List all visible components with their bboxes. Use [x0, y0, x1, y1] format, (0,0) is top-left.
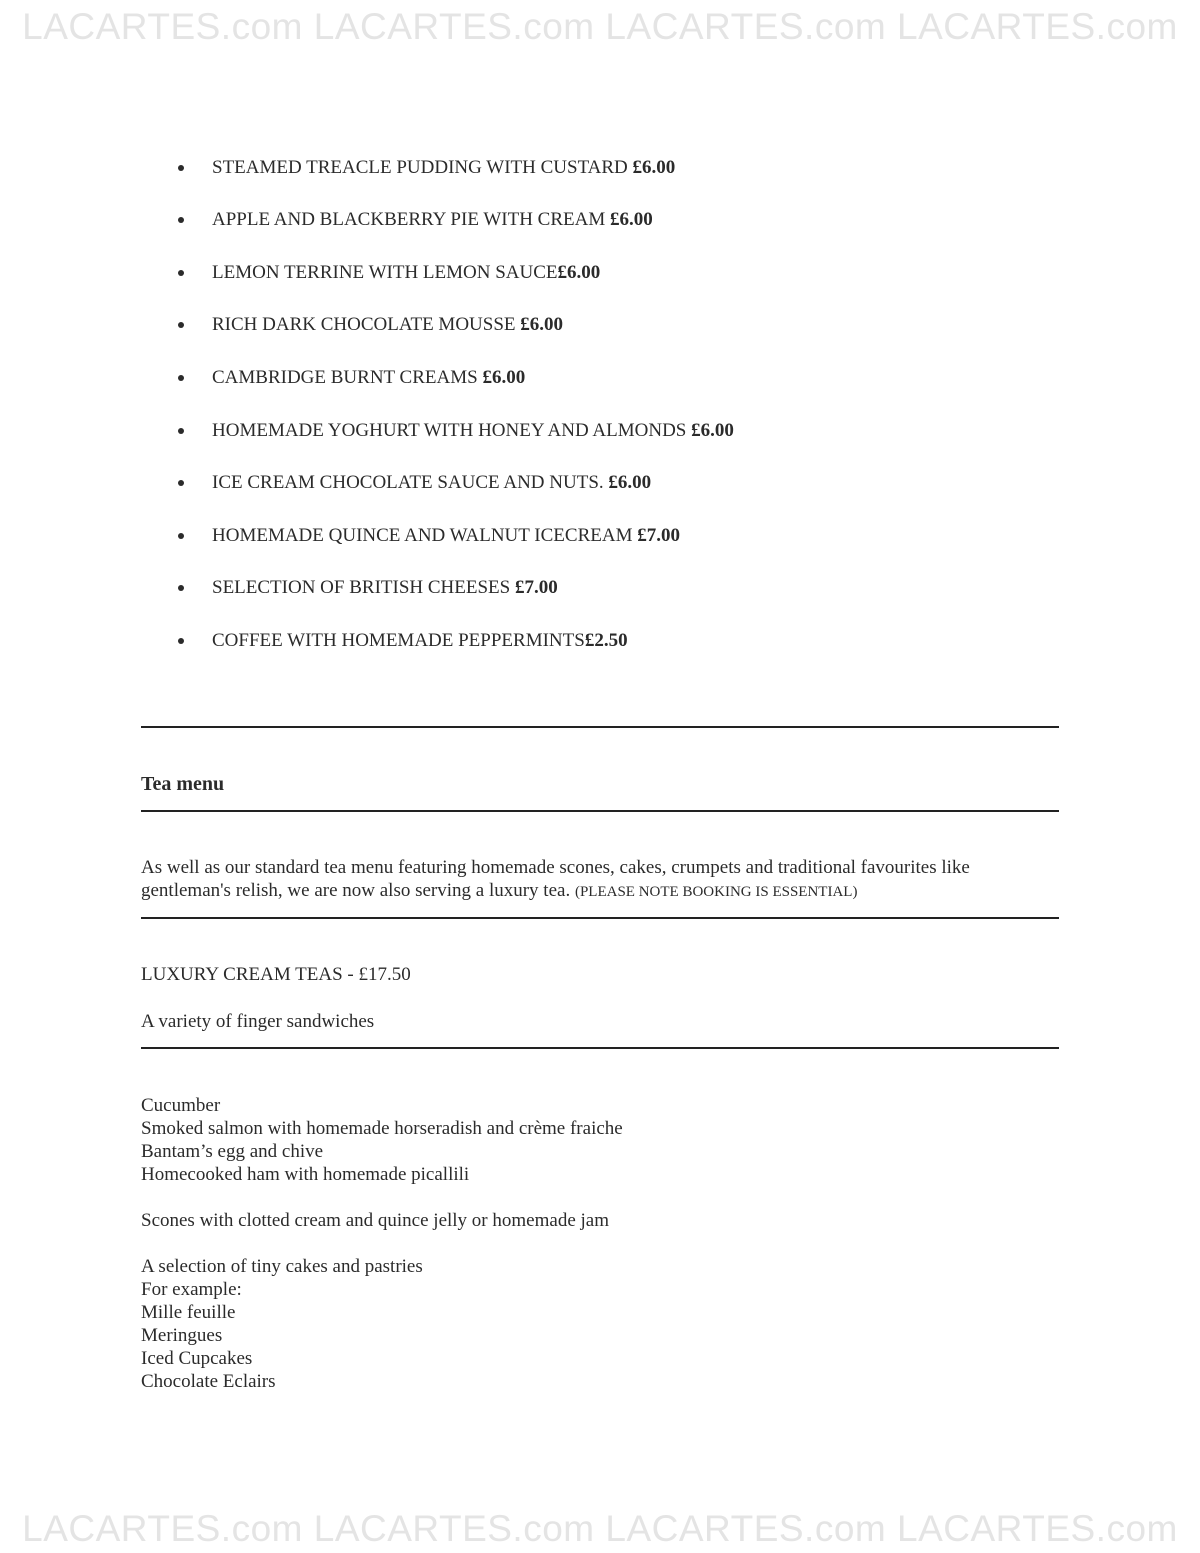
cakes-line: Chocolate Eclairs: [141, 1371, 276, 1392]
dessert-price: £6.00: [520, 314, 563, 335]
cakes-line: For example:: [141, 1279, 242, 1300]
bullet-icon: [178, 375, 184, 381]
dessert-name: COFFEE WITH HOMEMADE PEPPERMINTS: [212, 630, 585, 651]
bullet-icon: [178, 165, 184, 171]
bullet-icon: [178, 217, 184, 223]
sandwich-heading: A variety of finger sandwiches: [141, 1011, 375, 1032]
tea-intro-text: As well as our standard tea menu featuring homemade scones, cakes, crumpets and traditional favourites like gentleman's relish, we are now also serving a luxury tea.: [141, 857, 970, 901]
dessert-price: £7.00: [637, 525, 680, 546]
sandwich-item: Cucumber: [141, 1095, 221, 1116]
dessert-text: [212, 257, 600, 289]
bullet-icon: [178, 322, 184, 328]
dessert-text: [212, 625, 628, 657]
dessert-text: [212, 415, 734, 447]
dessert-price: £6.00: [608, 472, 652, 493]
dessert-name: STEAMED TREACLE PUDDING WITH CUSTARD: [212, 157, 633, 178]
dessert-text: [212, 309, 563, 341]
booking-note: (PLEASE NOTE BOOKING IS ESSENTIAL): [574, 884, 858, 900]
bullet-icon: [178, 428, 184, 434]
dessert-text: [212, 204, 653, 236]
sandwich-item: Smoked salmon with homemade horseradish and crème fraiche: [141, 1118, 623, 1139]
dessert-name: SELECTION OF BRITISH CHEESES: [212, 577, 515, 598]
dessert-text: [212, 520, 680, 552]
divider: [141, 810, 1059, 812]
divider: [141, 726, 1059, 728]
sandwich-item: Bantam’s egg and chive: [141, 1141, 324, 1162]
divider: [141, 917, 1059, 919]
bullet-icon: [178, 533, 184, 539]
bullet-icon: [178, 480, 184, 486]
dessert-name: HOMEMADE YOGHURT WITH HONEY AND ALMONDS: [212, 420, 692, 441]
dessert-name: CAMBRIDGE BURNT CREAMS: [212, 367, 483, 388]
cakes-line: A selection of tiny cakes and pastries: [141, 1256, 423, 1277]
dessert-price: £6.00: [632, 157, 676, 178]
dessert-name: ICE CREAM CHOCOLATE SAUCE AND NUTS.: [212, 472, 609, 493]
section-title: Tea menu: [141, 773, 225, 795]
dessert-price: £6.00: [609, 209, 653, 230]
cakes-line: Iced Cupcakes: [141, 1348, 253, 1369]
watermark-top: LACARTES.com LACARTES.com LACARTES.com LACARTES.com: [22, 8, 1178, 45]
bullet-icon: [178, 585, 184, 591]
dessert-price: £6.00: [482, 367, 526, 388]
dessert-name: LEMON TERRINE WITH LEMON SAUCE: [212, 262, 558, 283]
luxury-tea-heading: LUXURY CREAM TEAS - £17.50: [141, 964, 411, 985]
dessert-text: [212, 362, 525, 394]
dessert-price: £7.00: [514, 577, 558, 598]
cakes-line: Meringues: [141, 1325, 223, 1346]
dessert-text: [212, 467, 651, 499]
bullet-icon: [178, 638, 184, 644]
dessert-name: RICH DARK CHOCOLATE MOUSSE: [212, 314, 521, 335]
dessert-name: APPLE AND BLACKBERRY PIE WITH CREAM: [212, 209, 610, 230]
dessert-price: £2.50: [584, 630, 628, 651]
dessert-price: £6.00: [691, 420, 734, 441]
dessert-text: [212, 152, 675, 184]
watermark-bottom: LACARTES.com LACARTES.com LACARTES.com LACARTES.com: [22, 1510, 1178, 1547]
cakes-line: Mille feuille: [141, 1302, 236, 1323]
tea-intro: [141, 856, 1059, 904]
bullet-icon: [178, 270, 184, 276]
dessert-price: £6.00: [557, 262, 601, 283]
dessert-name: HOMEMADE QUINCE AND WALNUT ICECREAM: [212, 525, 638, 546]
scones-line: Scones with clotted cream and quince jelly or homemade jam: [141, 1210, 609, 1231]
dessert-text: [212, 572, 558, 604]
sandwich-item: Homecooked ham with homemade picallili: [141, 1164, 470, 1185]
divider: [141, 1047, 1059, 1049]
